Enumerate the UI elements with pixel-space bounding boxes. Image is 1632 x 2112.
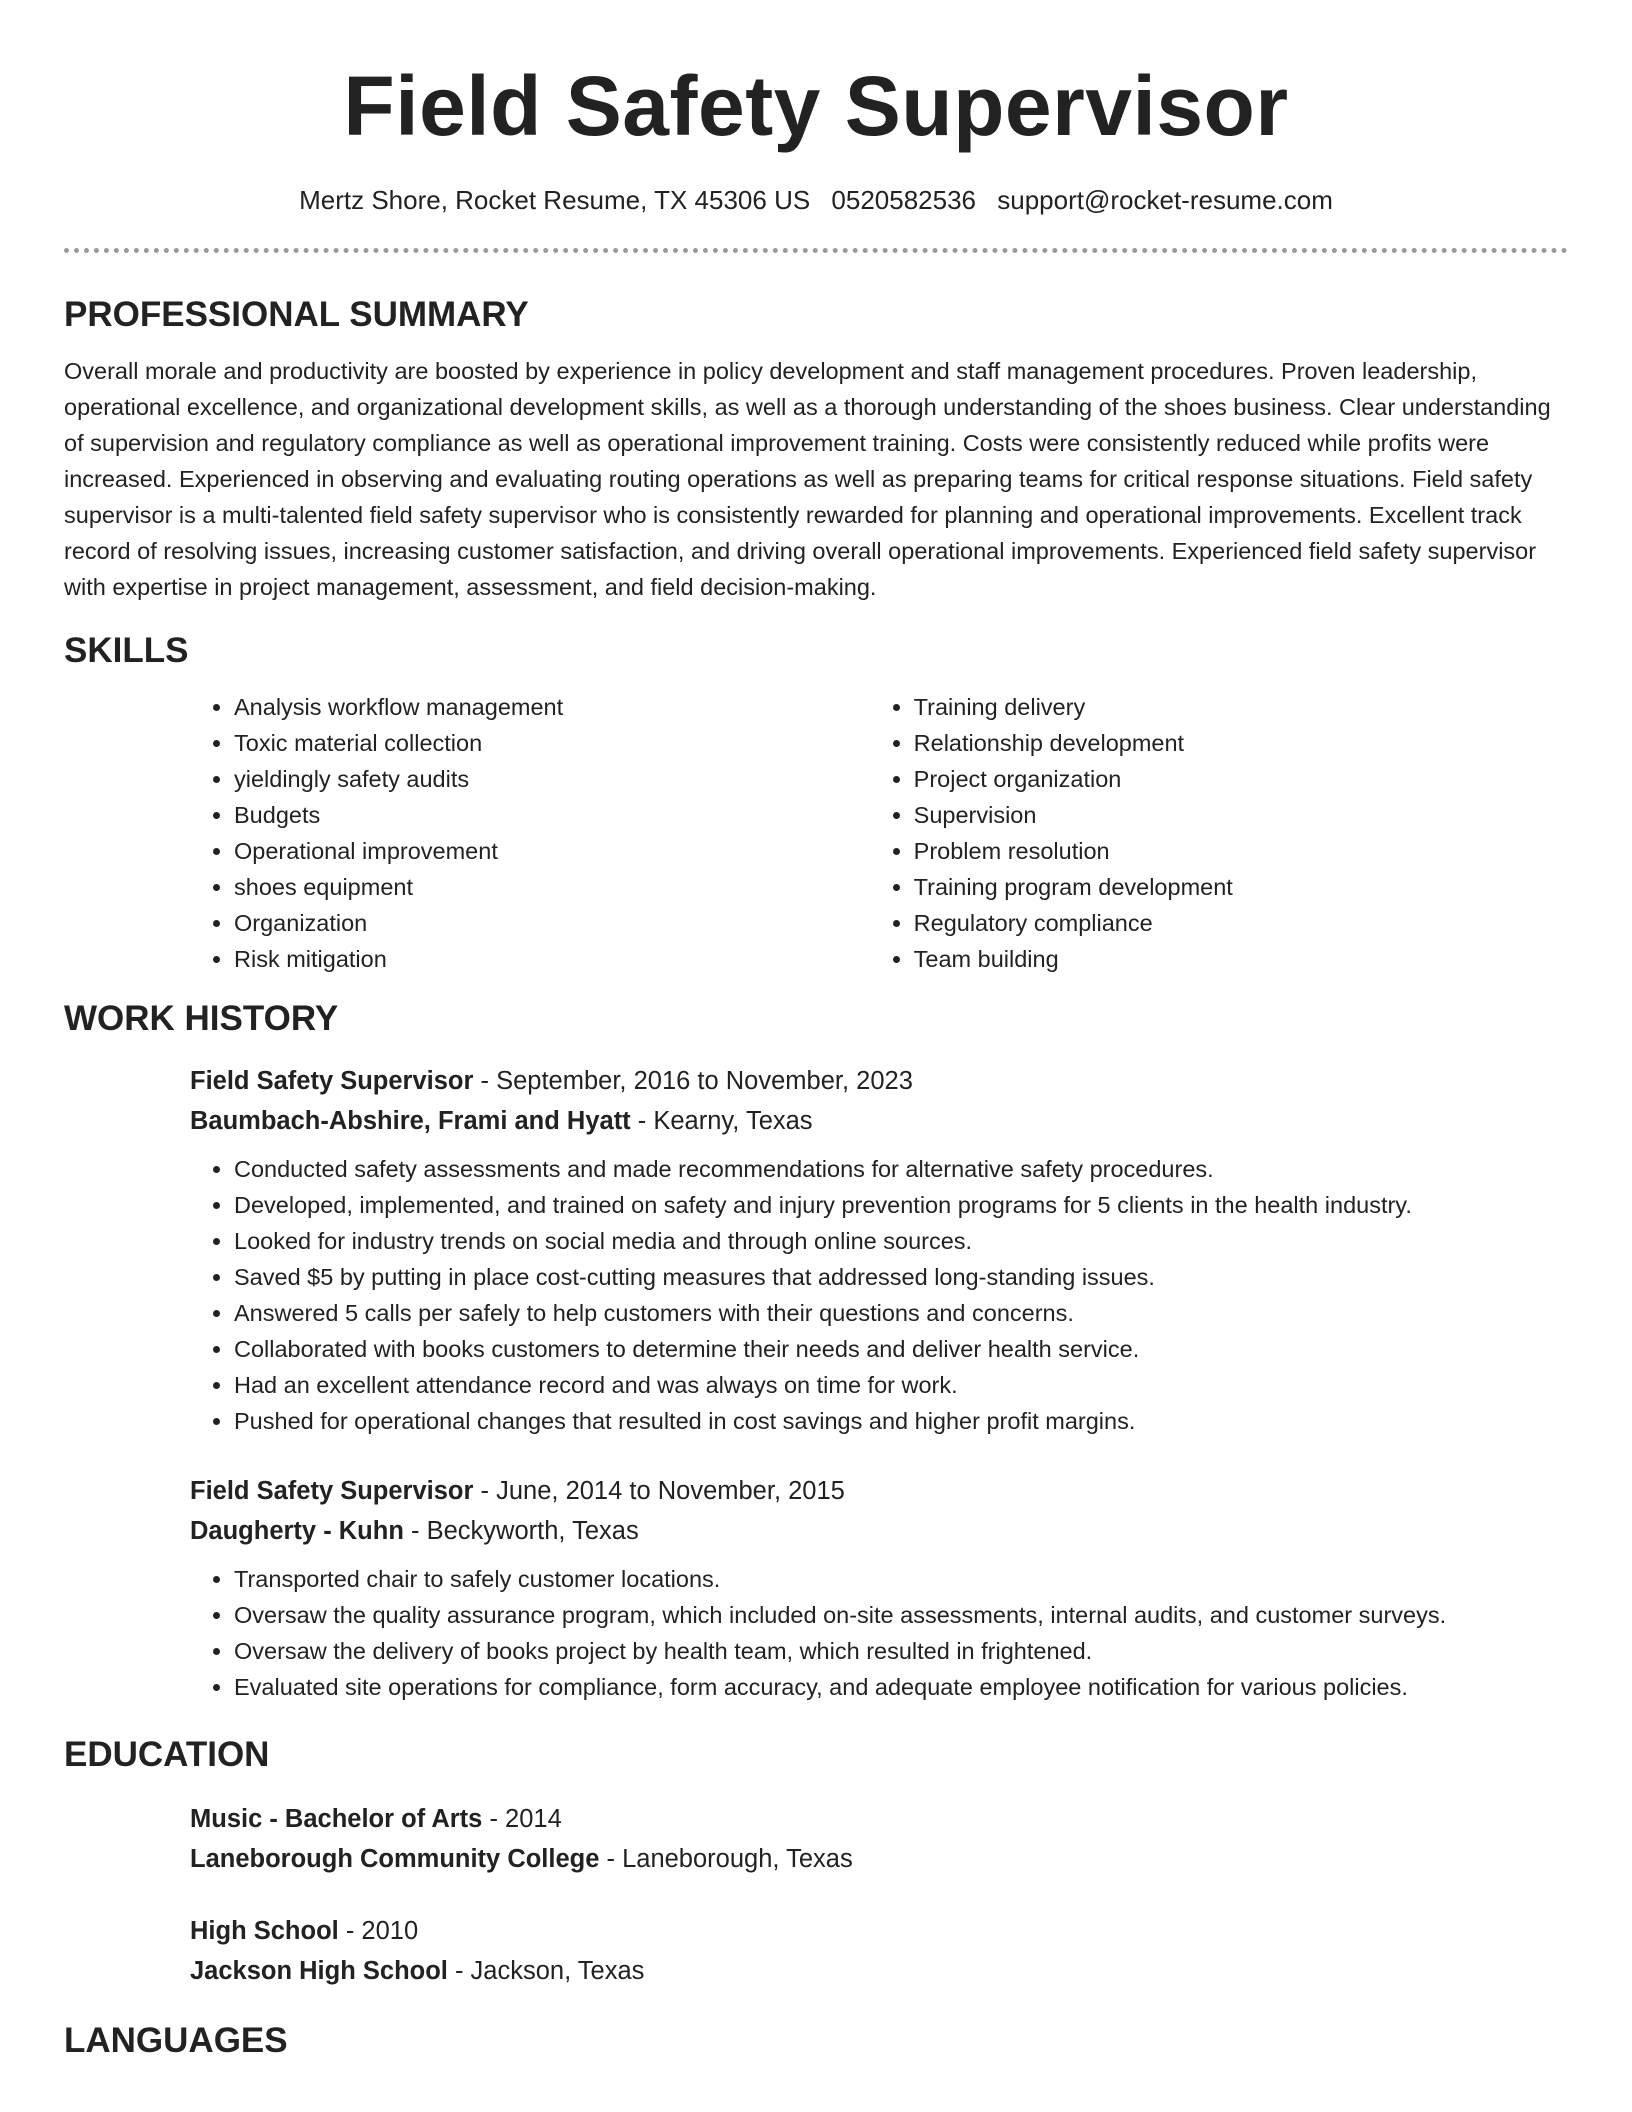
skill-item: • Training delivery <box>914 689 1568 725</box>
skill-item: • Problem resolution <box>914 833 1568 869</box>
skill-item: • shoes equipment <box>234 869 870 905</box>
education-year: - 2014 <box>482 1805 562 1833</box>
job-bullet: • Developed, implemented, and trained on safety and injury prevention programs for 5 clients in the health industry. <box>234 1187 1568 1223</box>
job-bullet-list <box>190 1151 1568 1439</box>
skill-item: • Operational improvement <box>234 833 870 869</box>
job-entry <box>190 1061 1568 1439</box>
job-dates: - June, 2014 to November, 2015 <box>473 1477 845 1505</box>
job-bullet: • Collaborated with books customers to determine their needs and deliver health service. <box>234 1331 1568 1367</box>
header-divider <box>64 248 1568 253</box>
education-title: EDUCATION <box>64 1735 270 1774</box>
education-location: - Laneborough, Texas <box>599 1845 853 1873</box>
skills-title: SKILLS <box>64 631 189 670</box>
summary-section <box>64 293 1568 605</box>
contact-address: Mertz Shore, Rocket Resume, TX 45306 US <box>299 185 811 215</box>
languages-title: LANGUAGES <box>64 2021 288 2060</box>
job-bullet: • Oversaw the delivery of books project by health team, which resulted in frightened. <box>234 1633 1568 1669</box>
job-company-line <box>190 1511 1568 1551</box>
education-degree-line <box>190 1799 1568 1839</box>
job-bullet: • Had an excellent attendance record and was always on time for work. <box>234 1367 1568 1403</box>
education-location: - Jackson, Texas <box>447 1957 645 1985</box>
job-bullet: • Evaluated site operations for compliance, form accuracy, and adequate employee notification for various policies. <box>234 1669 1568 1705</box>
skill-item: • Analysis workflow management <box>234 689 870 725</box>
job-dates: - September, 2016 to November, 2023 <box>473 1067 913 1095</box>
work-history-section <box>64 997 1568 1705</box>
job-entry <box>190 1471 1568 1705</box>
skill-item: • yieldingly safety audits <box>234 761 870 797</box>
contact-email: support@rocket-resume.com <box>997 185 1333 215</box>
education-entry <box>190 1911 1568 1991</box>
education-school-line <box>190 1839 1568 1879</box>
skill-item: • Project organization <box>914 761 1568 797</box>
skills-grid <box>190 689 1568 977</box>
job-bullet: • Pushed for operational changes that resulted in cost savings and higher profit margins. <box>234 1403 1568 1439</box>
contact-line <box>64 184 1568 216</box>
skill-item: • Risk mitigation <box>234 941 870 977</box>
skills-list-left <box>190 689 870 977</box>
education-degree: High School <box>190 1917 339 1945</box>
education-entry <box>190 1799 1568 1879</box>
education-school: Jackson High School <box>190 1957 448 1985</box>
skill-item: • Supervision <box>914 797 1568 833</box>
job-bullet: • Oversaw the quality assurance program, which included on-site assessments, internal audits, and customer surveys. <box>234 1597 1568 1633</box>
job-bullet: • Looked for industry trends on social media and through online sources. <box>234 1223 1568 1259</box>
job-bullet: • Saved $5 by putting in place cost-cutting measures that addressed long-standing issues. <box>234 1259 1568 1295</box>
job-role-line <box>190 1471 1568 1511</box>
skill-item: • Relationship development <box>914 725 1568 761</box>
job-company: Baumbach-Abshire, Frami and Hyatt <box>190 1107 631 1135</box>
skill-item: • Training program development <box>914 869 1568 905</box>
skill-item: • Budgets <box>234 797 870 833</box>
skill-item: • Toxic material collection <box>234 725 870 761</box>
job-role: Field Safety Supervisor <box>190 1477 474 1505</box>
job-company-line <box>190 1101 1568 1141</box>
education-school: Laneborough Community College <box>190 1845 600 1873</box>
languages-section <box>64 2019 1568 2063</box>
job-bullet: • Answered 5 calls per safely to help customers with their questions and concerns. <box>234 1295 1568 1331</box>
skill-item: • Organization <box>234 905 870 941</box>
work-history-title: WORK HISTORY <box>64 999 339 1038</box>
candidate-name: Field Safety Supervisor <box>343 59 1289 153</box>
education-degree: Music - Bachelor of Arts <box>190 1805 483 1833</box>
job-location: - Beckyworth, Texas <box>403 1517 639 1545</box>
job-bullet-list <box>190 1561 1568 1705</box>
job-location: - Kearny, Texas <box>630 1107 813 1135</box>
skill-item: • Team building <box>914 941 1568 977</box>
education-degree-line <box>190 1911 1568 1951</box>
summary-text: Overall morale and productivity are boosted by experience in policy development and staff management procedures. Proven leadership, operational excellence, and organizational development skills, as well as a thorough understanding of the shoes business. Clear understanding of supervision and regulatory compliance as well as operational improvement training. Costs were consistently reduced while profits were increased. Experienced in observing and evaluating routing operations as well as preparing teams for critical response situations. Field safety supervisor is a multi-talented field safety supervisor who is consistently rewarded for planning and operational improvements. Excellent track record of resolving issues, increasing customer satisfaction, and driving overall operational improvements. Experienced field safety supervisor with expertise in project management, assessment, and field decision-making. <box>64 358 1551 600</box>
skills-list-right <box>870 689 1568 977</box>
education-section <box>64 1733 1568 1991</box>
summary-title: PROFESSIONAL SUMMARY <box>64 295 529 334</box>
job-bullet: • Conducted safety assessments and made recommendations for alternative safety procedures. <box>234 1151 1568 1187</box>
skill-item: • Regulatory compliance <box>914 905 1568 941</box>
skills-section <box>64 629 1568 977</box>
education-school-line <box>190 1951 1568 1991</box>
job-bullet: • Transported chair to safely customer locations. <box>234 1561 1568 1597</box>
contact-phone: 0520582536 <box>831 185 977 215</box>
job-company: Daugherty - Kuhn <box>190 1517 404 1545</box>
education-year: - 2010 <box>338 1917 419 1945</box>
resume-page <box>64 0 1568 2063</box>
job-role-line <box>190 1061 1568 1101</box>
job-role: Field Safety Supervisor <box>190 1067 474 1095</box>
